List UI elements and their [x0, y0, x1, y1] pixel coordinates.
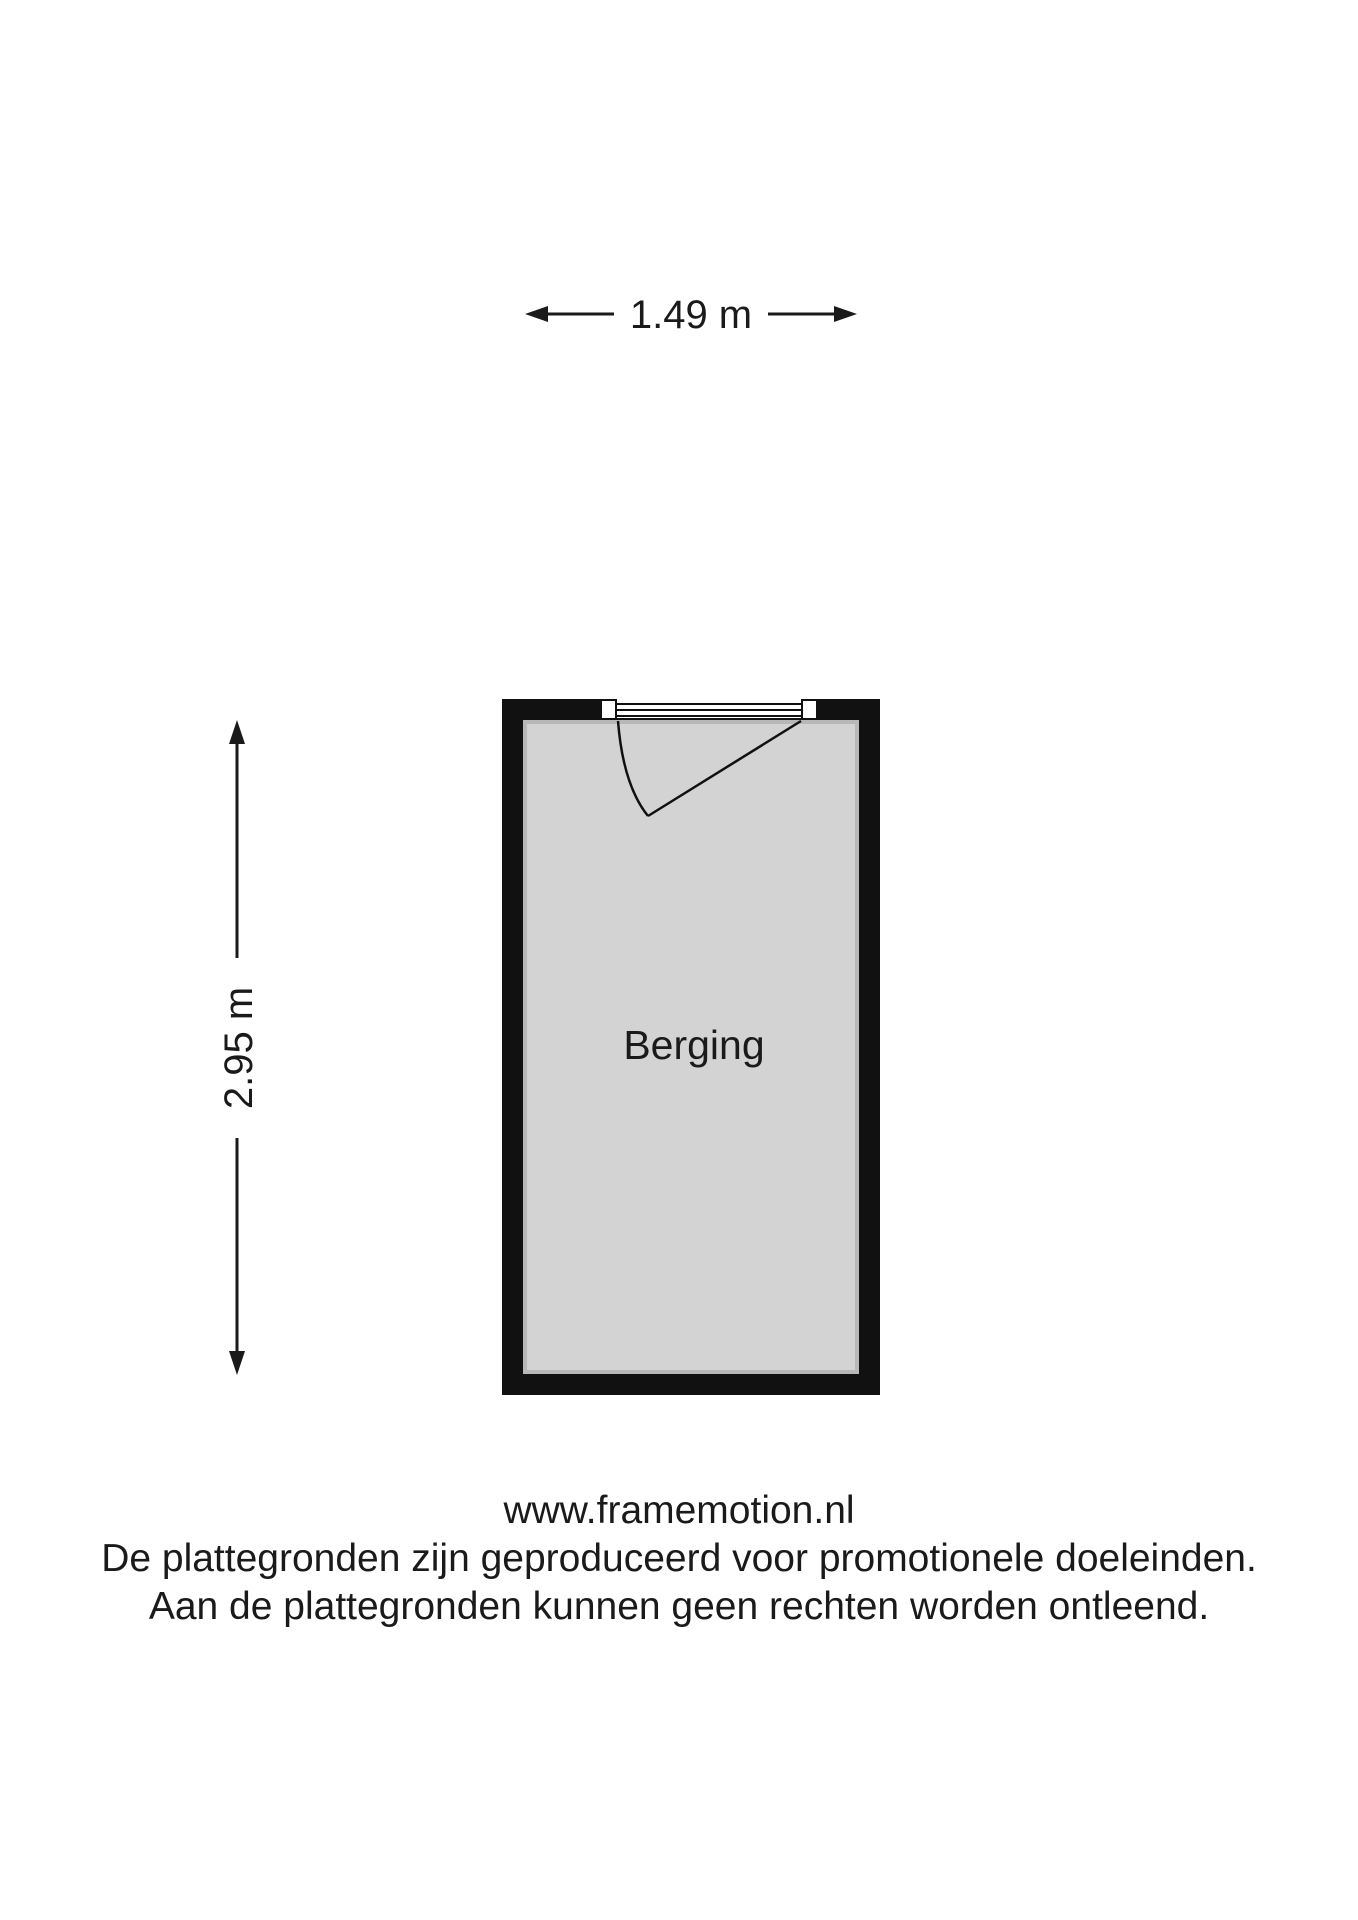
footer-disclaimer-line-1: De plattegronden zijn geproduceerd voor promotionele doeleinden. [101, 1537, 1257, 1580]
room-label: Berging [623, 1022, 765, 1068]
width-arrow-right-icon [834, 306, 857, 322]
room-berging [502, 699, 880, 1395]
length-arrow-down-icon [229, 1351, 245, 1375]
length-dimension [217, 720, 261, 1375]
width-dimension [525, 293, 857, 337]
door-frame-right [802, 700, 817, 719]
door-frame-left [601, 700, 616, 719]
length-dimension-label: 2.95 m [217, 986, 261, 1110]
length-arrow-up-icon [229, 720, 245, 744]
footer-website: www.framemotion.nl [503, 1489, 855, 1532]
footer-disclaimer-line-2: Aan de plattegronden kunnen geen rechten worden ontleend. [148, 1585, 1210, 1628]
width-arrow-left-icon [525, 306, 548, 322]
width-dimension-label: 1.49 m [629, 293, 753, 337]
